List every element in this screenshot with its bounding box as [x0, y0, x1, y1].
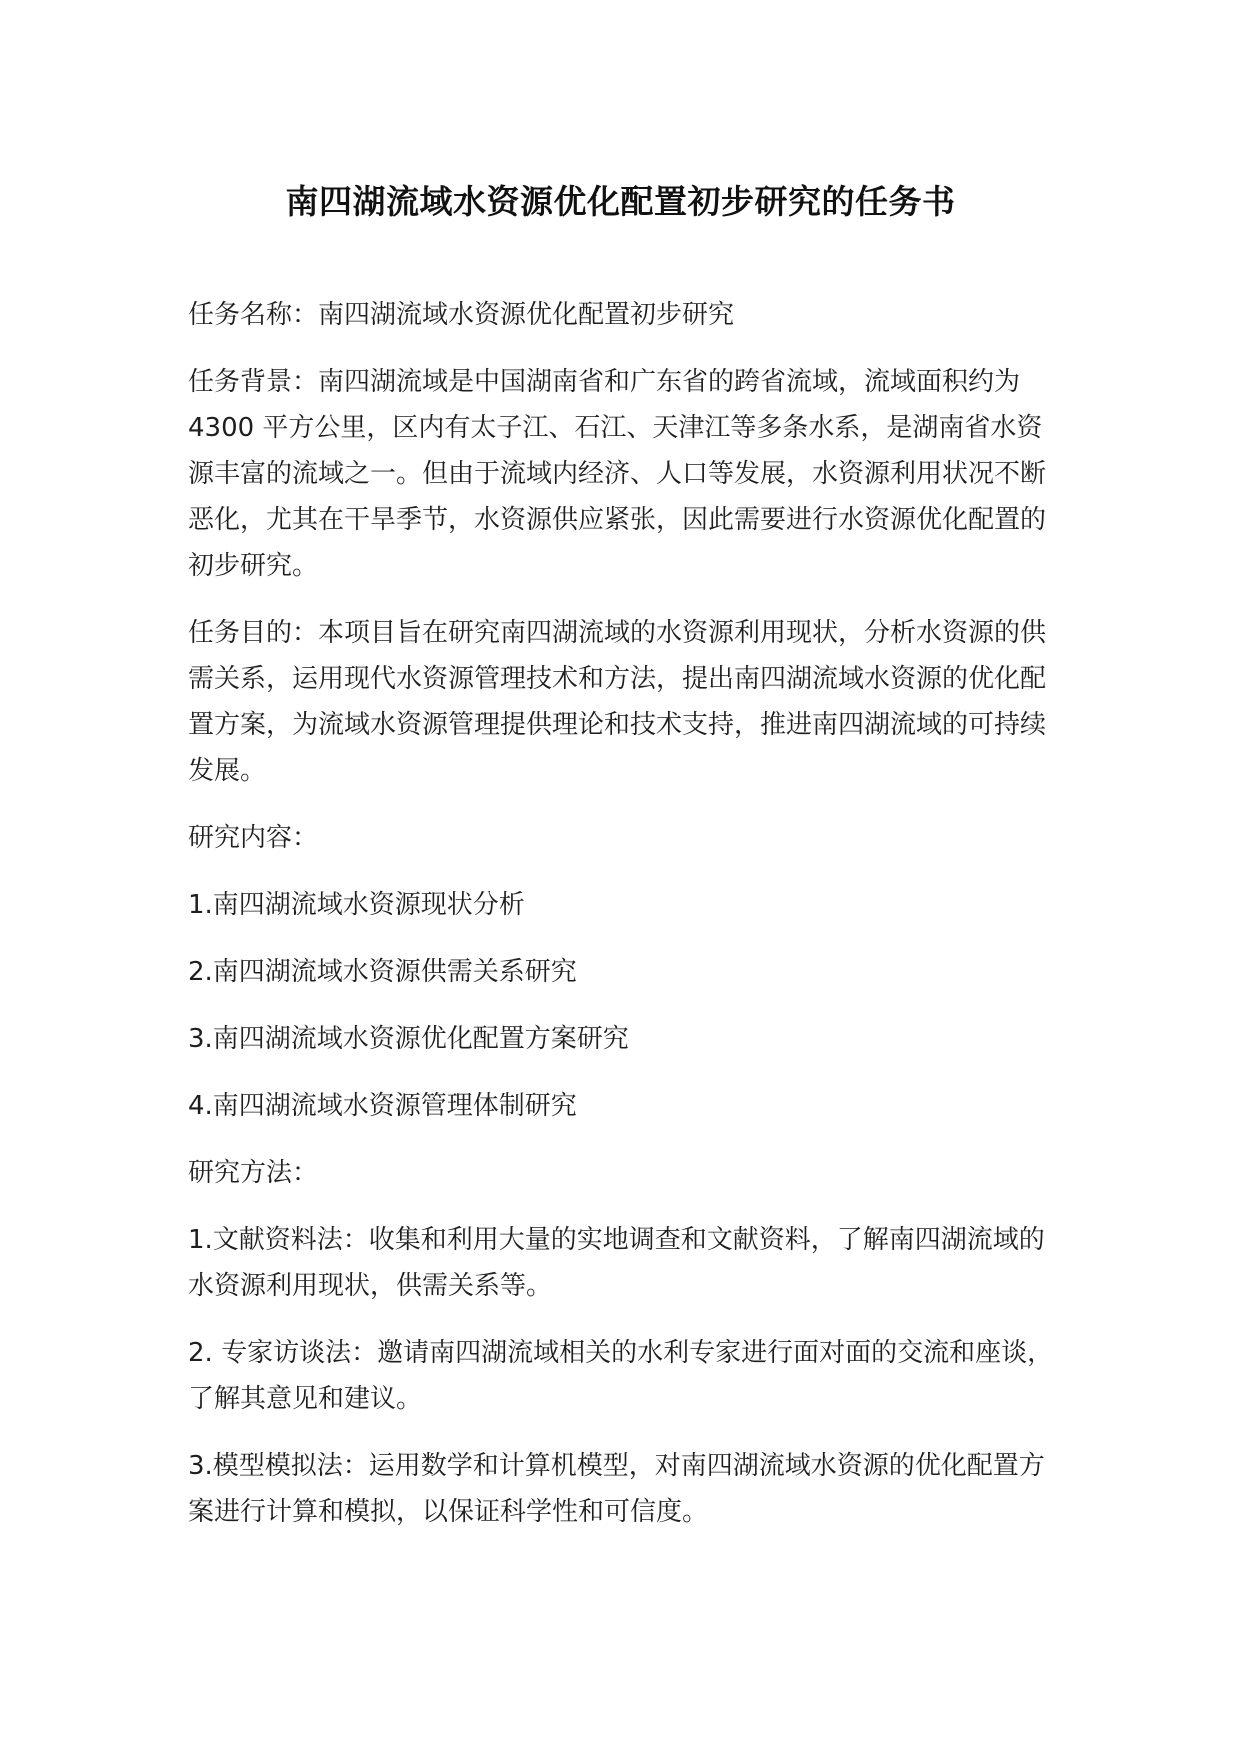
- document-body: [188, 292, 1058, 1556]
- research-content-item: 2.南四湖流域水资源供需关系研究: [188, 957, 577, 987]
- task-background-paragraph: 任务背景：南四湖流域是中国湖南省和广东省的跨省流域，流域面积约为 4300 平方公里，区内有太子江、石江、天津江等多条水系，是湖南省水资源丰富的流域之一。但由于流域内经济、人口等发展，水资源利用状况不断恶化，尤其在干旱季节，水资源供应紧张，因此需要进行水资源优化配置的初步研究。: [188, 367, 1047, 581]
- research-content-item: 1.南四湖流域水资源现状分析: [188, 890, 525, 920]
- research-content-item: 4.南四湖流域水资源管理体制研究: [188, 1091, 577, 1121]
- document-title: 南四湖流域水资源优化配置初步研究的任务书: [285, 182, 956, 221]
- research-method-item: 3.模型模拟法：运用数学和计算机模型，对南四湖流域水资源的优化配置方案进行计算和模拟，以保证科学性和可信度。: [188, 1451, 1045, 1527]
- research-method-item: 2. 专家访谈法：邀请南四湖流域相关的水利专家进行面对面的交流和座谈，了解其意见和建议。: [188, 1338, 1054, 1414]
- task-purpose-paragraph: 任务目的：本项目旨在研究南四湖流域的水资源利用现状，分析水资源的供需关系，运用现代水资源管理技术和方法，提出南四湖流域水资源的优化配置方案，为流域水资源管理提供理论和技术支持，推进南四湖流域的可持续发展。: [188, 618, 1047, 786]
- research-content-item: 3.南四湖流域水资源优化配置方案研究: [188, 1024, 629, 1054]
- research-method-heading: 研究方法：: [188, 1158, 319, 1188]
- research-content-heading: 研究内容：: [188, 823, 319, 853]
- task-name-paragraph: 任务名称：南四湖流域水资源优化配置初步研究: [188, 300, 735, 330]
- research-method-item: 1.文献资料法：收集和利用大量的实地调查和文献资料，了解南四湖流域的水资源利用现状，供需关系等。: [188, 1225, 1045, 1301]
